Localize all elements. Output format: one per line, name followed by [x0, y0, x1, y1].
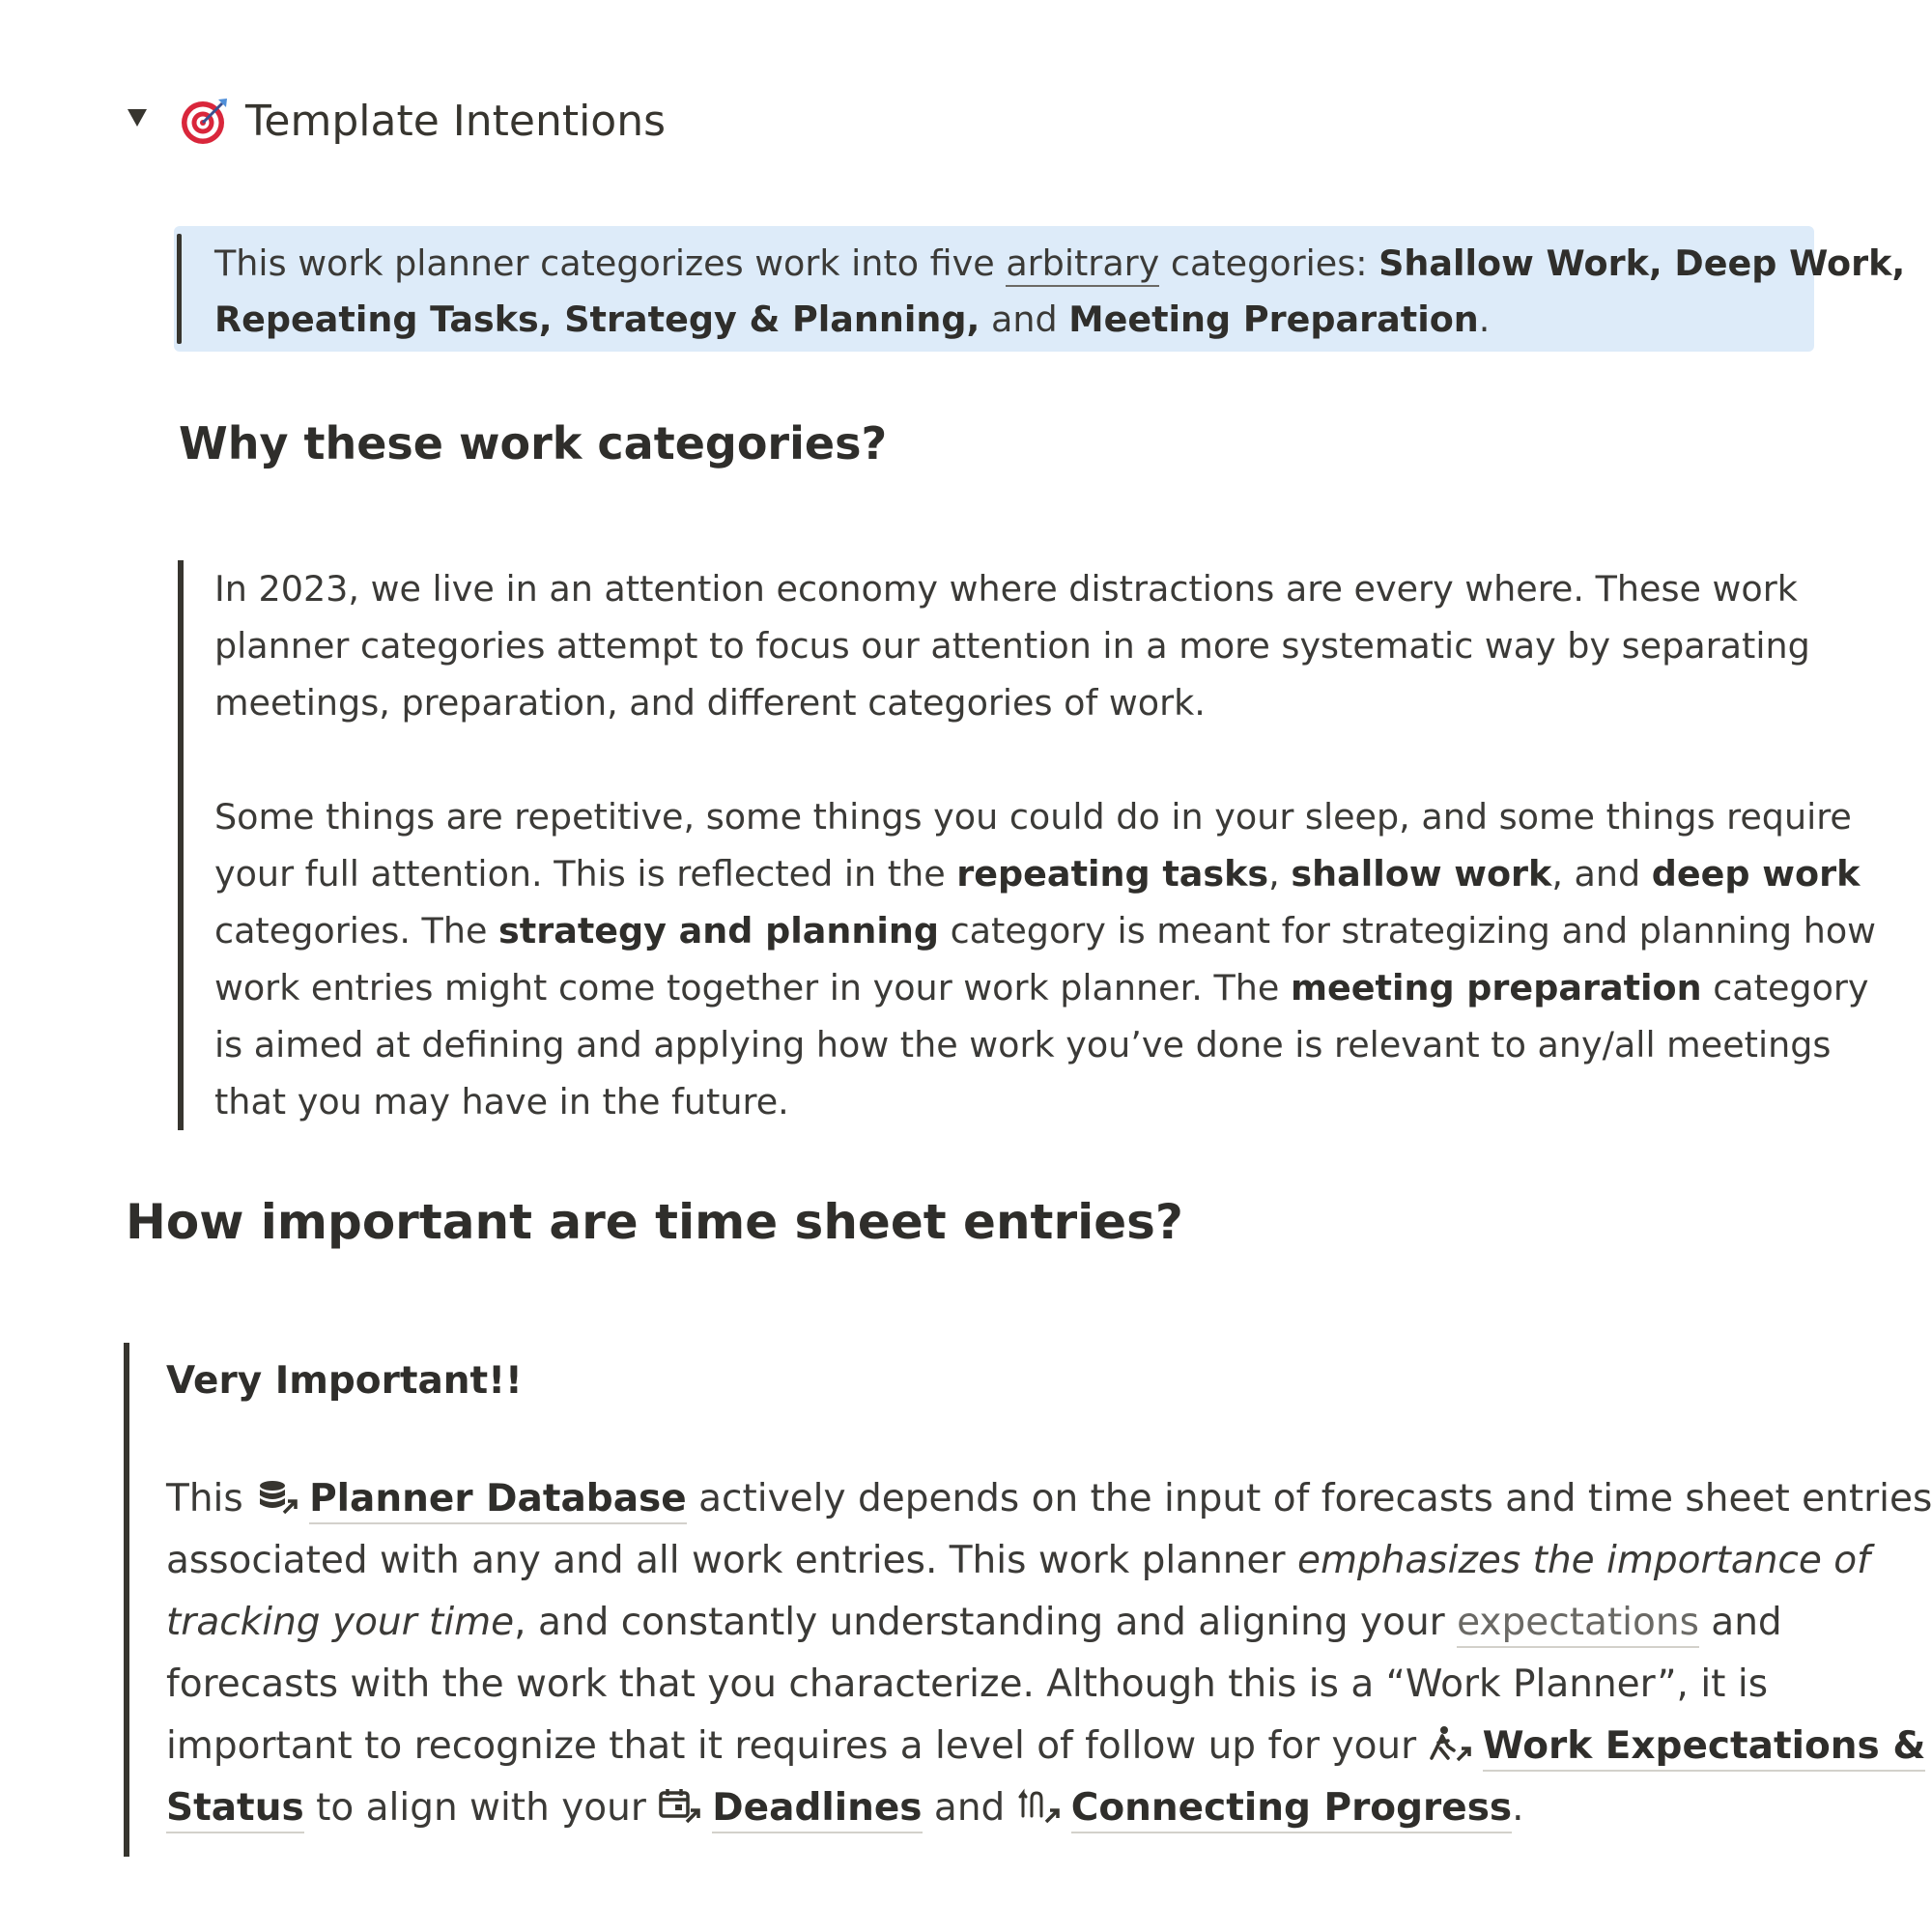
work-expectations-link[interactable]: Work Expectations &: [1483, 1724, 1926, 1772]
toggle-title[interactable]: Template Intentions: [245, 96, 667, 146]
importance-quote: [124, 1343, 1932, 1857]
intro-callout: [174, 226, 1906, 352]
why-heading: Why these work categories?: [179, 417, 888, 469]
toggle-heading[interactable]: [128, 89, 666, 153]
intro-callout-text: This work planner categorizes work into five arbitrary categories: Shallow Work, Deep Work, Repeating Tasks, Strategy & Planning, and Meeting Preparation.: [214, 242, 1906, 340]
connecting-progress-link[interactable]: Connecting Progress: [1071, 1786, 1512, 1833]
quote-bar: [124, 1343, 129, 1857]
why-paragraph-2: Some things are repetitive, some things you could do in your sleep, and some things require your full attention. This is reflected in the repeating tasks, shallow work, and deep work categories. The strategy and planning category is meant for strategizing and planning how work entries might come together in your work planner. The meeting preparation category is aimed at defining and applying how the work you’ve done is relevant to any/all meetings that you may have in the future.: [214, 796, 1877, 1122]
work-expectations-link-continued[interactable]: Status: [166, 1786, 304, 1833]
calendar-link-icon: [658, 1787, 702, 1826]
deadlines-link[interactable]: Deadlines: [712, 1786, 922, 1833]
importance-heading: How important are time sheet entries?: [126, 1194, 1183, 1250]
planner-database-link[interactable]: Planner Database: [309, 1477, 687, 1524]
why-quote: [178, 560, 1877, 1130]
callout-bar: [177, 234, 182, 344]
very-important-label: Very Important!!: [166, 1359, 523, 1403]
expectations-link[interactable]: expectations: [1457, 1601, 1699, 1648]
progress-link-icon: [1017, 1787, 1062, 1826]
arbitrary-underlined: arbitrary: [1006, 242, 1159, 287]
why-paragraph-1: In 2023, we live in an attention economy where distractions are every where. These work planner categories attempt to focus our attention in a more systematic way by separating meetings, preparation, and different categories of work.: [214, 568, 1810, 724]
target-icon: [180, 96, 230, 146]
quote-bar: [178, 560, 184, 1130]
database-link-icon: [255, 1478, 299, 1517]
toggle-arrow-icon[interactable]: [128, 109, 147, 127]
running-person-link-icon: [1429, 1725, 1473, 1764]
importance-paragraph: This Planner Database actively depends on the input of forecasts and time sheet entries associated with any and all work entries. This work planner emphasizes the importance of tracking your time, and constantly understanding and aligning your expectations and forecasts with the work that you characterize. Although this is a “Work Planner”, it is important to recognize that it requires a level of follow up for your Work Expectations & Status to align with your Deadlines and Connecting Progress.: [166, 1468, 1932, 1839]
